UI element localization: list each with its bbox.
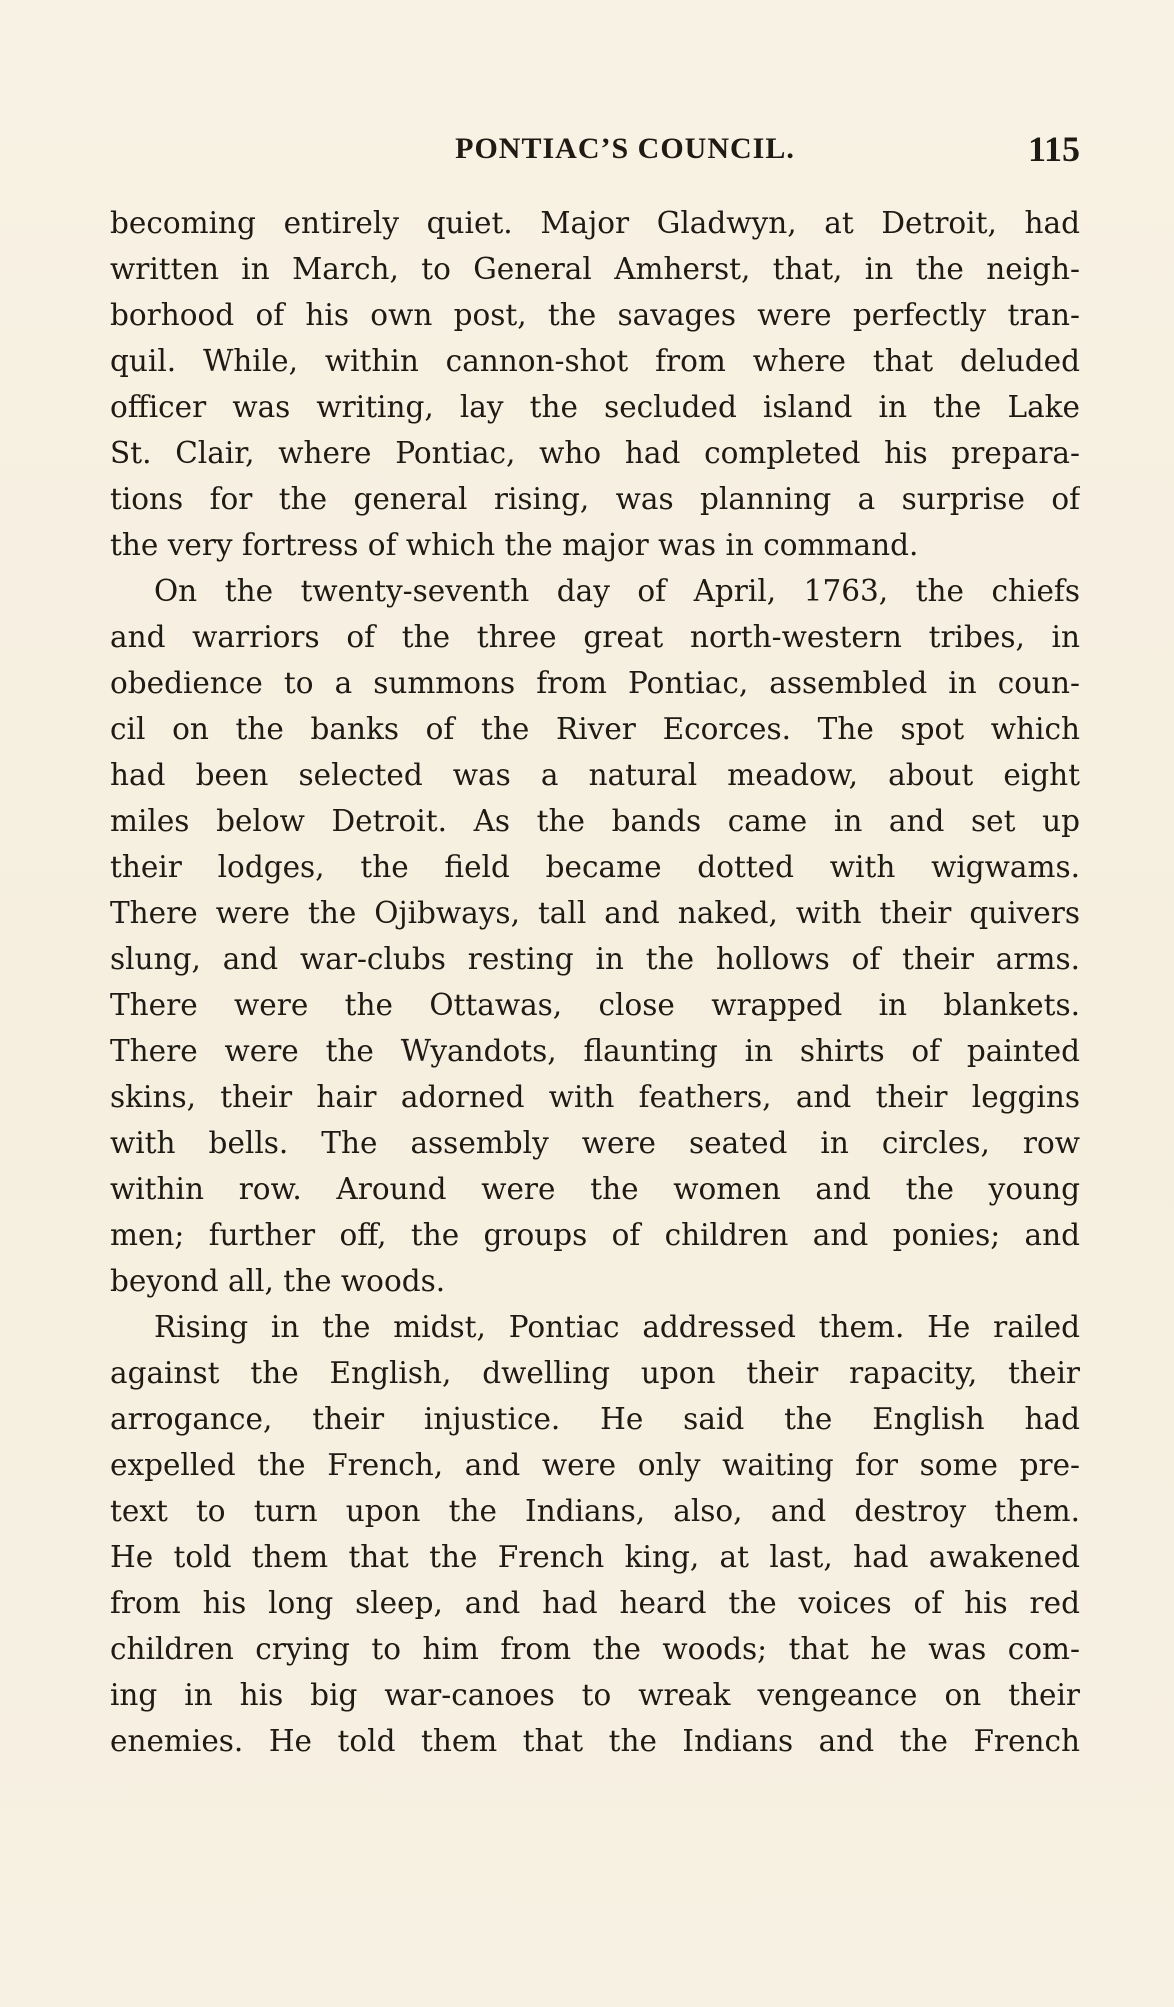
text-line: arrogance, their injustice. He said the English had [110,1402,1080,1436]
running-head: PONTIAC’S COUNCIL. [455,132,795,165]
text-line: within row. Around were the women and the young [110,1172,1080,1206]
text-line: There were the Ottawas, close wrapped in blankets. [110,988,1080,1022]
text-line: men; further off, the groups of children and ponies; and [110,1218,1080,1252]
text-line: becoming entirely quiet. Major Gladwyn, at Detroit, had [110,206,1080,240]
text-line: had been selected was a natural meadow, about eight [110,758,1080,792]
text-line: obedience to a summons from Pontiac, assembled in coun- [110,666,1080,700]
text-line: text to turn upon the Indians, also, and destroy them. [110,1494,1080,1528]
page-number: 115 [1027,129,1080,169]
text-line: from his long sleep, and had heard the voices of his red [110,1586,1080,1620]
text-line: Rising in the midst, Pontiac addressed them. He railed [154,1310,1080,1344]
text-line: quil. While, within cannon-shot from where that deluded [110,344,1080,378]
text-line: skins, their hair adorned with feathers, and their leggins [110,1080,1080,1114]
text-line: with bells. The assembly were seated in circles, row [110,1126,1080,1160]
text-line: against the English, dwelling upon their rapacity, their [110,1356,1080,1390]
text-line: slung, and war-clubs resting in the hollows of their arms. [110,942,1080,976]
text-line: the very fortress of which the major was in command. [110,528,919,562]
text-line: borhood of his own post, the savages were perfectly tran- [110,298,1080,332]
text-line: He told them that the French king, at last, had awakened [110,1540,1080,1574]
page-header [110,128,1080,178]
text-line: cil on the banks of the River Ecorces. The spot which [110,712,1080,746]
text-line: children crying to him from the woods; that he was com- [110,1632,1080,1666]
text-line: St. Clair, where Pontiac, who had completed his prepara- [110,436,1080,470]
text-line: expelled the French, and were only waiting for some pre- [110,1448,1080,1482]
text-line: ing in his big war-canoes to wreak vengeance on their [110,1678,1080,1712]
text-line: miles below Detroit. As the bands came in and set up [110,804,1080,838]
text-line: beyond all, the woods. [110,1264,446,1298]
text-line: enemies. He told them that the Indians and the French [110,1724,1080,1758]
text-line: There were the Ojibways, tall and naked, with their quivers [110,896,1080,930]
text-line: There were the Wyandots, flaunting in shirts of painted [110,1034,1080,1068]
text-line: officer was writing, lay the secluded island in the Lake [110,390,1080,424]
text-line: written in March, to General Amherst, that, in the neigh- [110,252,1080,286]
text-line: On the twenty-seventh day of April, 1763, the chiefs [154,574,1080,608]
text-line: tions for the general rising, was planning a surprise of [110,482,1080,516]
body-text [110,200,1080,1764]
text-line: and warriors of the three great north-western tribes, in [110,620,1080,654]
text-line: their lodges, the field became dotted with wigwams. [110,850,1080,884]
